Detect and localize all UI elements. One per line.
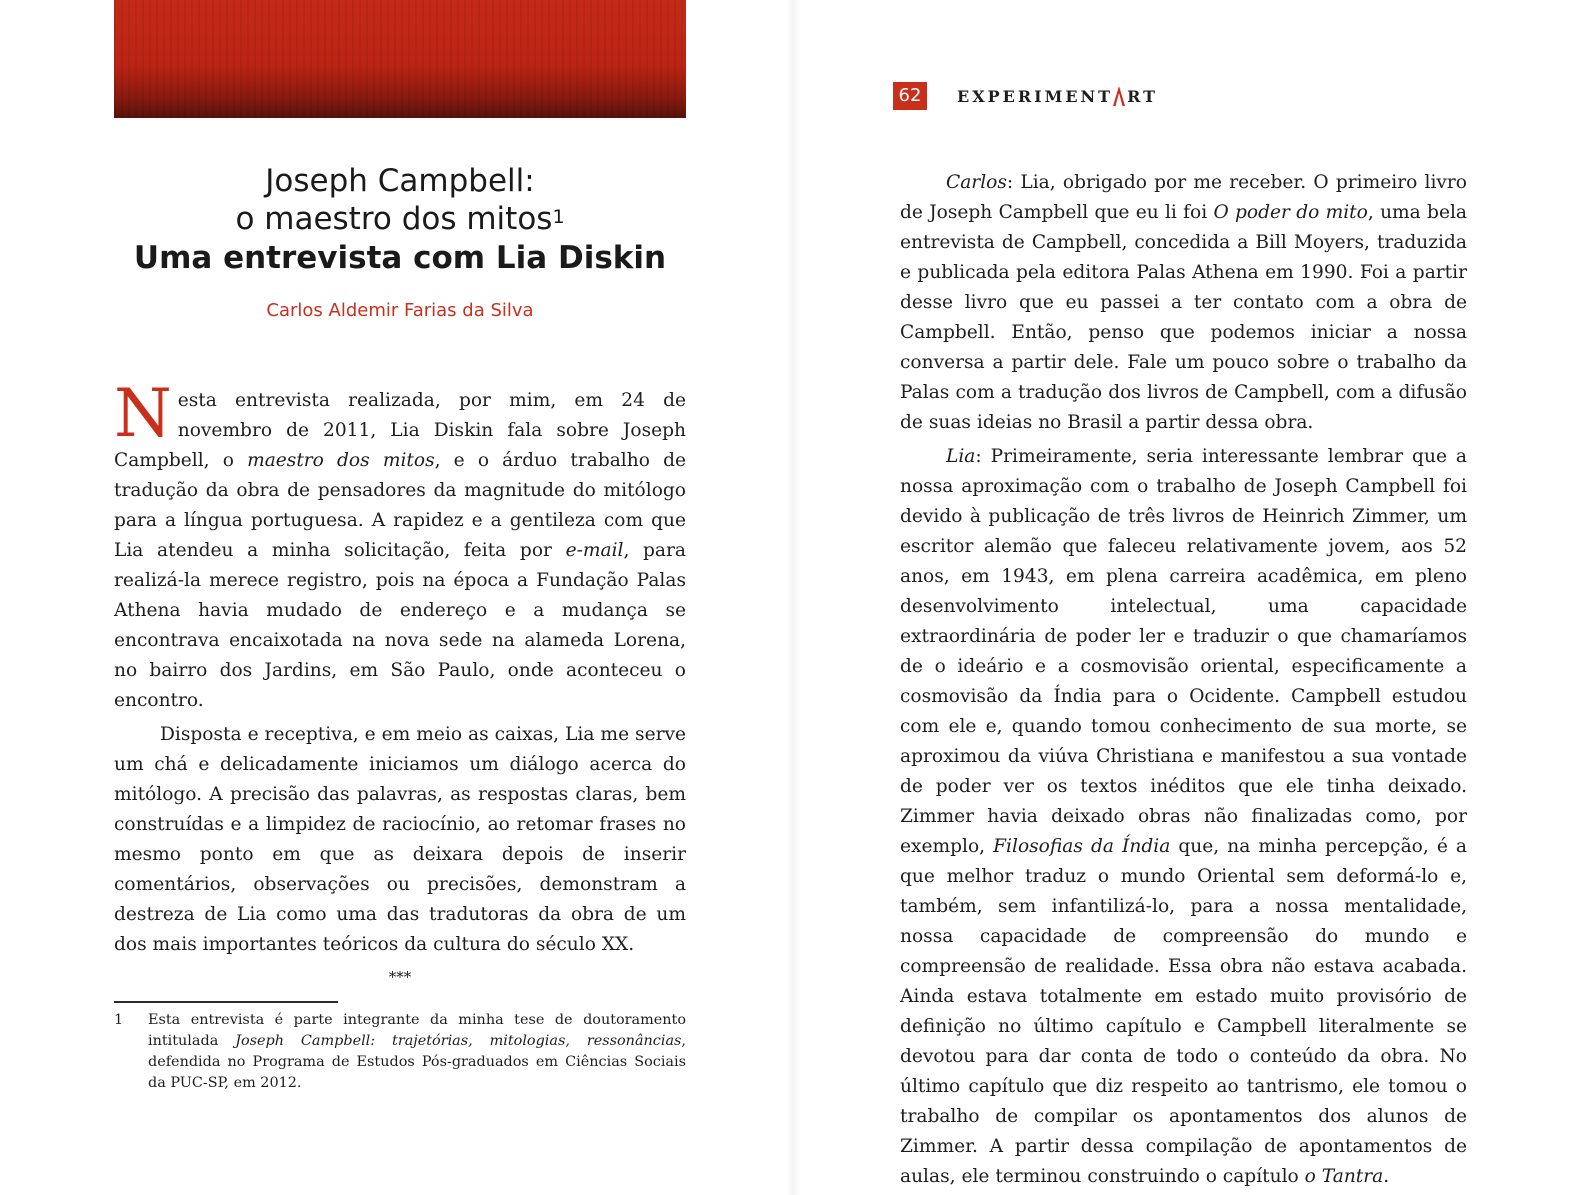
article-title [114,162,686,278]
section-separator: *** [388,968,412,986]
intro-p1-part-a: esta entrevista realizada, por mim, em 24 de novembro de 2011, Lia Diskin fala sobre Joseph Campbell, o [114,390,686,471]
footnote-text [148,1010,686,1094]
intro-p1-part-c: , para realizá-la merece registro, pois na época a Fundação Palas Athena havia mudado de endereço e a mudança se encontrava encaixotada na nova sede na alameda Lorena, no bairro dos Jardins, em São Paulo, onde aconteceu o encontro. [114,540,686,711]
intro-paragraph-2: Disposta e receptiva, e em meio as caixas, Lia me serve um chá e delicadamente iniciamos um diálogo acerca do mitólogo. A precisão das palavras, as respostas claras, bem construídas e a limpidez de raciocínio, ao retomar frases no mesmo ponto em que as deixara depois de inserir comentários, observações ou precisões, demonstram a destreza de Lia como uma das tradutoras da obra de um dos mais importantes teóricos da cultura do século XX. [114,724,686,955]
art-logo-icon [1113,86,1125,106]
speaker-carlos: Carlos [946,172,1007,193]
right-page [793,0,1586,1195]
footnote-reference[interactable]: 1 [552,206,565,228]
carlos-text-a: : Lia, obrigado por me receber. O primeiro livro de Joseph Campbell que eu li foi [900,172,1467,223]
intro-p1-italic-1: maestro dos mitos [247,450,435,471]
author-name: Carlos Aldemir Farias da Silva [266,300,534,321]
interview-paragraph-lia [900,442,1467,1192]
footnote-text-b: , defendida no Programa de Estudos Pós-graduados em Ciências Sociais da PUC-SP, em 2012. [148,1033,686,1091]
intro-paragraph-1 [114,375,686,716]
carlos-text-b: , uma bela entrevista de Campbell, concedida a Bill Moyers, traduzida e publicada pela editora Palas Athena em 1990. Foi a partir desse livro que eu passei a ter contato com a obra de Campbell. Então, penso que podemos iniciar a nossa conversa a partir dele. Fale um pouco sobre o trabalho da Palas com a tradução dos livros de Campbell, com a difusão de suas ideias no Brasil a partir dessa obra. [900,202,1467,433]
running-head-left: EXPERIMENT [957,86,1114,106]
page-number-badge: 62 [893,82,927,110]
intro-text [114,375,686,990]
running-head-right: RT [1127,86,1158,106]
drop-cap: N [114,375,172,452]
lia-text-c: . [1383,1166,1390,1187]
title-line-3: Uma entrevista com Lia Diskin [133,240,667,276]
lia-text-a: : Primeiramente, seria interessante lembrar que a nossa aproximação com o trabalho de Joseph Campbell foi devido à publicação de três livros de Heinrich Zimmer, um escritor alemão que faleceu relativamente jovem, aos 52 anos, em 1943, em plena carreira acadêmica, em pleno desenvolvimento intelectual, uma capacidade extraordinária de poder ler e traduzir o que chamaríamos de o ideário e a cosmovisão oriental, especificamente a cosmovisão da Índia para o Ocidente. Campbell estudou com ele e, quando tomou conhecimento de sua morte, se aproximou da viúva Christiana e manifestou a sua vontade de poder ver os textos inéditos que ele tinha deixado. Zimmer havia deixado obras não finalizadas como, por exemplo, [900,446,1467,857]
footnote [114,1010,686,1094]
lia-chapter-title: o Tantra [1304,1166,1384,1187]
footnote-number: 1 [114,1012,124,1028]
carlos-book-title: O poder do mito [1213,202,1368,223]
title-line-2 [114,200,686,238]
interview-paragraph-carlos [900,168,1467,438]
speaker-lia: Lia [946,446,976,467]
lia-text-b: que, na minha percepção, é a que melhor traduz o mundo Oriental sem deformá-lo e, também, sem infantilizá-lo, para a nossa mentalidade, nossa capacidade de compreensão do mundo e compreensão de realidade. Essa obra não estava acabada. Ainda estava totalmente em estado muito provisório de definição no último capítulo e Campbell literalmente se devotou para dar conta de todo o conteúdo da obra. No último capítulo que diz respeito ao tantrismo, ele tomou o trabalho de compilar os apontamentos dos alunos de Zimmer. A partir dessa compilação de apontamentos de aulas, ele terminou construindo o capítulo [900,836,1467,1187]
journal-running-head [957,86,1158,106]
red-header-image [114,0,686,118]
interview-text [900,168,1467,1192]
intro-p1-part-b: , e o árduo trabalho de tradução da obra de pensadores da magnitude do mitólogo para a língua portuguesa. A rapidez e a gentileza com que Lia atendeu a minha solicitação, feita por [114,450,686,561]
intro-p1-italic-2: e-mail [565,540,624,561]
title-line-1: Joseph Campbell: [265,163,535,199]
title-line-2-text: o maestro dos mitos [235,201,553,237]
lia-book-title: Filosofias da Índia [993,836,1171,857]
footnote-rule [114,1001,338,1003]
footnote-text-a: Esta entrevista é parte integrante da minha tese de doutoramento intitulada [148,1012,686,1049]
footnote-italic: Joseph Campbell: trajetórias, mitologias, ressonâncias [235,1033,682,1049]
